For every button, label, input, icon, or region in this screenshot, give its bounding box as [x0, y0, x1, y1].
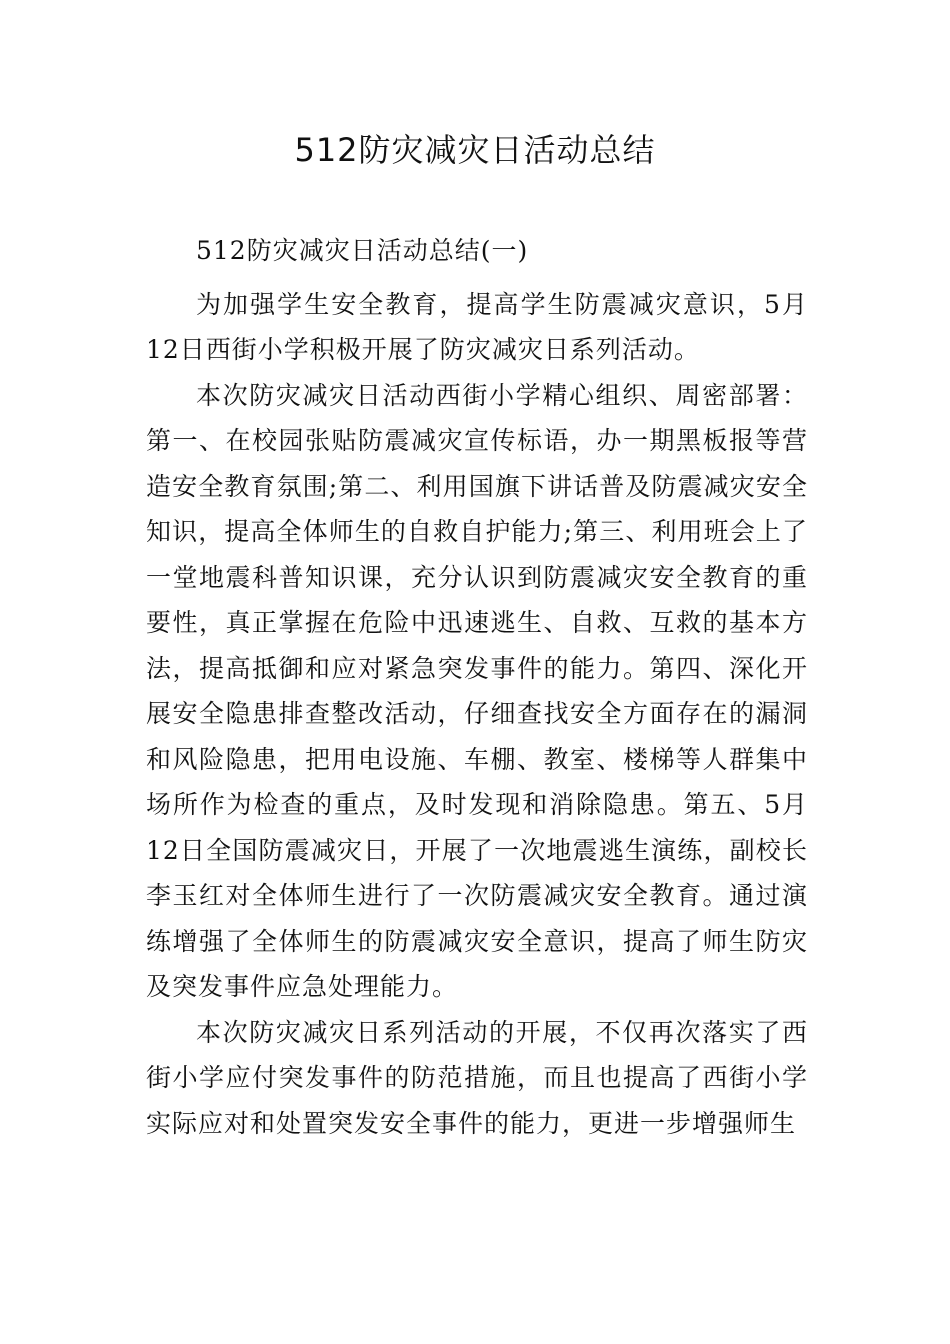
paragraph-activities: 本次防灾减灾日活动西街小学精心组织、周密部署：第一、在校园张贴防震减灾宣传标语，办一期黑板报等营造安全教育氛围;第二、利用国旗下讲话普及防震减灾安全知识，提高全体师生的自救自护能力;第三、利用班会上了一堂地震科普知识课，充分认识到防震减灾安全教育的重要性，真正掌握在危险中迅速逃生、自救、互救的基本方法，提高抵御和应对紧急突发事件的能力。第四、深化开展安全隐患排查整改活动，仔细查找安全方面存在的漏洞和风险隐患，把用电设施、车棚、教室、楼梯等人群集中场所作为检查的重点，及时发现和消除隐患。第五、5月12日全国防震减灾日，开展了一次地震逃生演练，副校长李玉红对全体师生进行了一次防震减灾安全教育。通过演练增强了全体师生的防震减灾安全意识，提高了师生防灾及突发事件应急处理能力。 — [146, 380, 808, 1001]
section-subheading: 512防灾减灾日活动总结(一) — [196, 236, 529, 265]
paragraph-intro: 为加强学生安全教育，提高学生防震减灾意识，5月12日西街小学积极开展了防灾减灾日系列活动。 — [146, 289, 808, 364]
document-body — [146, 228, 808, 1146]
document-title: 512防灾减灾日活动总结 — [294, 131, 656, 169]
paragraph-conclusion: 本次防灾减灾日系列活动的开展，不仅再次落实了西街小学应付突发事件的防范措施，而且也提高了西街小学实际应对和处置突发安全事件的能力，更进一步增强师生 — [146, 1017, 808, 1138]
